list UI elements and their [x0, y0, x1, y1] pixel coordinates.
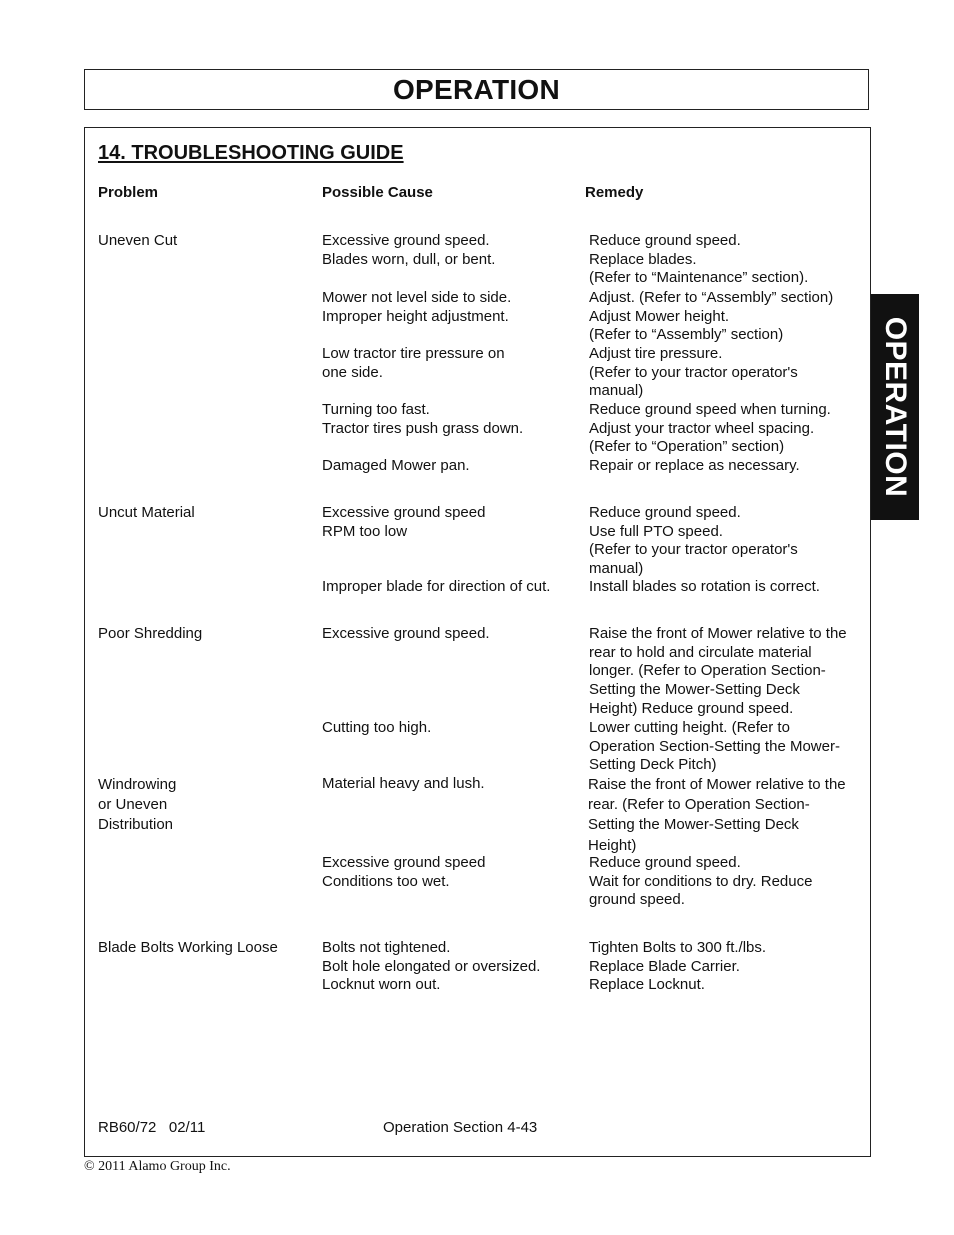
- problem-label: Poor Shredding: [98, 625, 203, 642]
- problem-label: Windrowing or Uneven Distribution: [98, 776, 177, 833]
- cause-text: Material heavy and lush.: [322, 775, 485, 792]
- remedy-text: Raise the front of Mower relative to the rear to hold and circulate material longer. (Refer to Operation Section- Setting the Mower-Setting Deck Height) Reduce ground speed.: [589, 625, 847, 717]
- cause-text: Damaged Mower pan.: [322, 457, 470, 474]
- remedy-text: Lower cutting height. (Refer to Operation Section-Setting the Mower- Setting Deck Pitch): [589, 719, 840, 774]
- column-header-remedy: Remedy: [585, 184, 644, 201]
- remedy-text: Reduce ground speed. Replace blades. (Refer to “Maintenance” section).: [589, 232, 809, 287]
- side-tab: [870, 294, 919, 520]
- footer-model-date: RB60/72 02/11: [98, 1119, 206, 1136]
- problem-label: Blade Bolts Working Loose: [98, 939, 278, 956]
- cause-text: Excessive ground speed.: [322, 625, 490, 642]
- cause-text: Cutting too high.: [322, 719, 432, 736]
- cause-text: Low tractor tire pressure on one side.: [322, 345, 505, 381]
- remedy-text: Adjust. (Refer to “Assembly” section) Adjust Mower height. (Refer to “Assembly” section): [589, 289, 834, 344]
- cause-text: Excessive ground speed RPM too low: [322, 504, 486, 540]
- cause-text: Mower not level side to side. Improper height adjustment.: [322, 289, 512, 325]
- remedy-text: Repair or replace as necessary.: [589, 457, 800, 474]
- remedy-text: Reduce ground speed. Use full PTO speed. (Refer to your tractor operator's manual): [589, 504, 798, 578]
- cause-text: Improper blade for direction of cut.: [322, 578, 551, 595]
- page-header-title: OPERATION: [392, 74, 561, 105]
- remedy-text: Reduce ground speed when turning. Adjust your tractor wheel spacing. (Refer to “Operation” section): [589, 401, 831, 456]
- column-header-cause: Possible Cause: [322, 184, 433, 201]
- remedy-text: Install blades so rotation is correct.: [589, 578, 820, 595]
- remedy-text: Reduce ground speed. Wait for conditions to dry. Reduce ground speed.: [589, 854, 813, 909]
- cause-text: Excessive ground speed Conditions too wet.: [322, 854, 486, 890]
- cause-text: Excessive ground speed. Blades worn, dull, or bent.: [322, 232, 496, 268]
- header-box: [84, 69, 869, 110]
- remedy-text: Raise the front of Mower relative to the rear. (Refer to Operation Section- Setting the Mower-Setting Deck Height): [588, 776, 846, 854]
- problem-label: Uneven Cut: [98, 232, 178, 249]
- section-title: 14. TROUBLESHOOTING GUIDE: [98, 142, 404, 164]
- cause-text: Bolts not tightened. Bolt hole elongated or oversized. Locknut worn out.: [322, 939, 541, 994]
- remedy-text: Adjust tire pressure. (Refer to your tractor operator's manual): [589, 345, 798, 400]
- side-tab-label: OPERATION: [878, 316, 912, 498]
- footer-page-number: Operation Section 4-43: [383, 1119, 538, 1136]
- problem-label: Uncut Material: [98, 504, 195, 521]
- remedy-text: Tighten Bolts to 300 ft./lbs. Replace Blade Carrier. Replace Locknut.: [589, 939, 767, 994]
- column-header-problem: Problem: [98, 184, 159, 201]
- copyright-notice: © 2011 Alamo Group Inc.: [84, 1159, 231, 1174]
- cause-text: Turning too fast. Tractor tires push grass down.: [322, 401, 524, 437]
